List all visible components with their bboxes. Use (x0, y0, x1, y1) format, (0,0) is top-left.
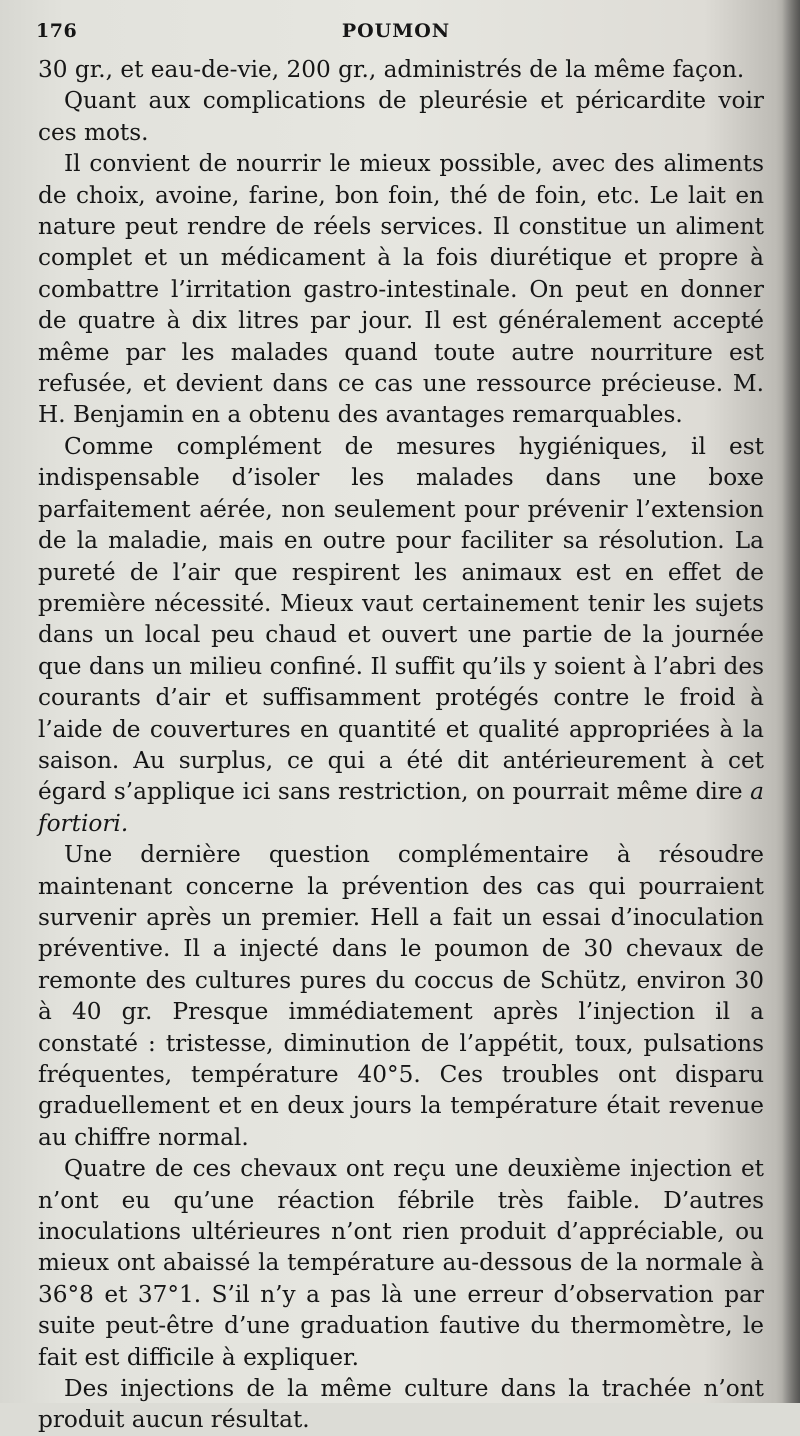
body-text (38, 54, 764, 1436)
paragraph-prevention: Une dernière question complémentaire à résoudre maintenant concerne la prévention des cas qui pourraient survenir après un premier. Hell a fait un essai d’inoculation préventive. Il a injecté dans le poumon de 30 chevaux de remonte des cultures pures du coccus de Schütz, environ 30 à 40 gr. Presque immédiatement après l’injection il a constaté : tristesse, diminution de l’appétit, toux, pulsations fréquentes, température 40°5. Ces troubles ont disparu graduellement et en deux jours la température était revenue au chiffre normal. (38, 841, 764, 1151)
page-number: 176 (36, 20, 78, 42)
paragraph-hygiene-text: Comme complément de mesures hygiéniques, il est indispensable d’isoler les malades dans une boxe parfaitement aérée, non seulement pour prévenir l’extension de la maladie, mais en outre pour faciliter sa résolution. La pureté de l’air que respirent les animaux est en effet de première nécessité. Mieux vaut certainement tenir les sujets dans un local peu chaud et ouvert une partie de la journée que dans un milieu confiné. Il suffit qu’ils y soient à l’abri des courants d’air et suffisamment protégés contre le froid à l’aide de couvertures en quantité et qualité appropriées à la saison. Au surplus, ce qui a été dit antérieurement à cet égard s’applique ici sans restriction, on pourrait même dire (38, 432, 764, 806)
binding-shadow (782, 0, 800, 1403)
running-head (36, 20, 756, 44)
paragraph-hygiene (38, 431, 764, 839)
a-fortiori-phrase: a fortiori. (38, 778, 764, 837)
paragraph-second-injection: Quatre de ces chevaux ont reçu une deuxième injection et n’ont eu qu’une réaction fébrile très faible. D’autres inoculations ultérieures n’ont rien produit d’appréciable, ou mieux ont abaissé la température au-dessous de la normale à 36°8 et 37°1. S’il n’y a pas là une erreur d’observation par suite peut-être d’une graduation fautive du thermomètre, le fait est difficile à expliquer. (38, 1155, 764, 1371)
paragraph-complications: Quant aux complications de pleurésie et péricardite voir ces mots. (38, 87, 764, 146)
paragraph-nutrition: Il convient de nourrir le mieux possible, avec des aliments de choix, avoine, farine, bon foin, thé de foin, etc. Le lait en nature peut rendre de réels services. Il constitue un aliment complet et un médicament à la fois diurétique et propre à combattre l’irritation gastro-intestinale. On peut en donner de quatre à dix litres par jour. Il est généralement accepté même par les malades quand toute autre nourriture est refusée, et devient dans ce cas une ressource précieuse. M. H. Benjamin en a obtenu des avantages remarquables. (38, 150, 764, 429)
paragraph-continuation: 30 gr., et eau-de-vie, 200 gr., administrés de la même façon. (38, 56, 745, 83)
running-title: POUMON (341, 20, 451, 42)
paragraph-trachea: Des injections de la même culture dans la trachée n’ont produit aucun résultat. (38, 1375, 764, 1434)
